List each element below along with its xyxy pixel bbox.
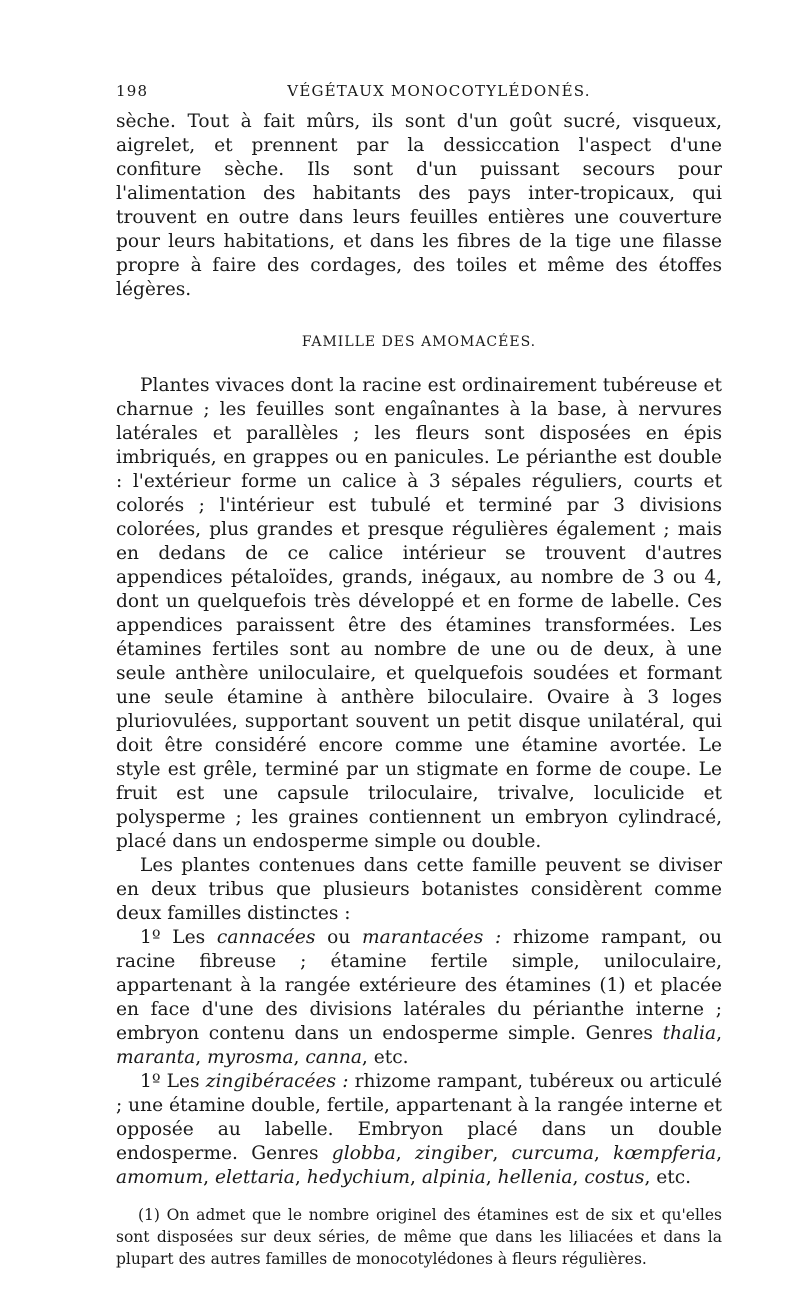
tribe-name: zingibéracées : [205, 1071, 349, 1092]
genus-name: curcuma [511, 1143, 594, 1164]
genus-name: costus [584, 1167, 645, 1188]
tribe-marker: 1º Les [140, 1071, 206, 1092]
page-number: 198 [116, 82, 149, 100]
body-text [116, 110, 722, 1190]
tribe-marker: 1º Les [140, 927, 217, 948]
tribe-name: cannacées [216, 927, 316, 948]
tribes-intro-paragraph: Les plantes contenues dans cette famille peuvent se diviser en deux tribus que plusieurs botanistes considèrent comme deux familles distinctes : [116, 855, 722, 924]
running-title: VÉGÉTAUX MONOCOTYLÉDONÉS. [287, 82, 591, 100]
footnote-text: (1) On admet que le nombre originel des étamines est de six et qu'elles sont disposées sur deux séries, de même que dans les liliacées et dans la plupart des autres familles de monocotylédones à fleurs régulières. [116, 1206, 722, 1268]
genus-name: zingiber [414, 1143, 493, 1164]
genus-name: canna [305, 1047, 362, 1068]
tribe-cannacees-paragraph: 1º Les cannacées ou marantacées : rhizome rampant, ou racine fibreuse ; étamine fertile simple, uniloculaire, appartenant à la rangée extérieure des étamines (1) et placée en face d'une des divisions latérales du périanthe interne ; embryon contenu dans un endosperme simple. Genres thalia, maranta, myrosma, canna, etc. [116, 927, 722, 1068]
family-description-paragraph: Plantes vivaces dont la racine est ordinairement tubéreuse et charnue ; les feuilles sont engaînantes à la base, à nervures latérales et parallèles ; les fleurs sont disposées en épis imbriqués, en grappes ou en panicules. Le périanthe est double : l'extérieur forme un calice à 3 sépales réguliers, courts et colorés ; l'intérieur est tubulé et terminé par 3 divisions colorées, plus grandes et presque régulières également ; mais en dedans de ce calice intérieur se trouvent d'autres appendices pétaloïdes, grands, inégaux, au nombre de 3 ou 4, dont un quelquefois très développé et en forme de labelle. Ces appendices paraissent être des étamines transformées. Les étamines fertiles sont au nombre de une ou de deux, à une seule anthère uniloculaire, et quelquefois soudées et formant une seule étamine à anthère biloculaire. Ovaire à 3 loges pluriovulées, supportant souvent un petit disque unilatéral, qui doit être considéré encore comme une étamine avortée. Le style est grêle, terminé par un stigmate en forme de coupe. Le fruit est une capsule triloculaire, trivalve, loculicide et polysperme ; les graines contiennent un embryon cylindracé, placé dans un endosperme simple ou double. [116, 375, 722, 852]
etc-text: , etc. [644, 1167, 692, 1188]
genus-name: amomum [116, 1167, 204, 1188]
book-page [116, 82, 722, 1270]
genus-name: kœmpferia [613, 1143, 717, 1164]
genus-name: thalia [662, 1023, 717, 1044]
tribe-name: marantacées : [362, 927, 502, 948]
genus-name: maranta [116, 1047, 196, 1068]
intro-paragraph: sèche. Tout à fait mûrs, ils sont d'un goût sucré, visqueux, aigrelet, et prennent par la dessiccation l'aspect d'une confiture sèche. Ils sont d'un puissant secours pour l'alimentation des habitants des pays inter-tropicaux, qui trouvent en outre dans leurs feuilles entières une couverture pour leurs habitations, et dans les fibres de la tige une filasse propre à faire des cordages, des toiles et même des étoffes légères. [116, 111, 722, 300]
etc-text: , etc. [361, 1047, 409, 1068]
tribe-zingiberacees-paragraph: 1º Les zingibéracées : rhizome rampant, tubéreux ou articulé ; une étamine double, fertile, appartenant à la rangée interne et opposée au labelle. Embryon placé dans un double endosperme. Genres globba, zingiber, curcuma, kœmpferia, amomum, elettaria, hedychium, alpinia, hellenia, costus, etc. [116, 1071, 723, 1188]
tribe-conjunction: ou [315, 927, 363, 948]
section-title: FAMILLE DES AMOMACÉES. [301, 334, 537, 350]
genus-name: myrosma [207, 1047, 294, 1068]
genus-name: hellenia [497, 1167, 573, 1188]
genus-name: hedychium [306, 1167, 411, 1188]
genus-name: elettaria [214, 1167, 295, 1188]
genus-name: globba [331, 1143, 396, 1164]
tribe-description: rhizome rampant, ou racine fibreuse ; étamine fertile simple, uniloculaire, appartenant à la rangée extérieure des étamines (1) et placée en face d'une des divisions latérales du périanthe interne ; embryon contenu dans un endosperme simple. Genres [116, 927, 722, 1044]
tribe-description: rhizome rampant, tubéreux ou articulé ; une étamine double, fertile, appartenant à la rangée interne et opposée au labelle. Embryon placé dans un double endosperme. Genres [116, 1071, 722, 1164]
footnote [116, 1204, 722, 1270]
page-header [116, 82, 722, 110]
genus-name: alpinia [421, 1167, 486, 1188]
